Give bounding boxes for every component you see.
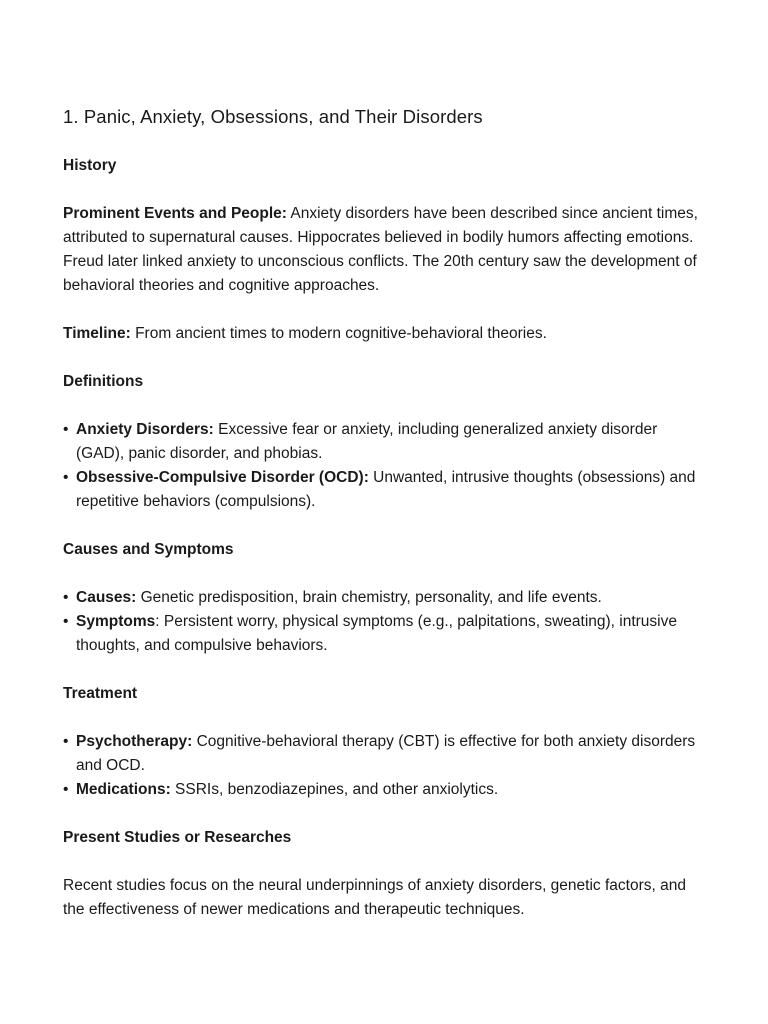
- treatment-list: [63, 730, 706, 802]
- list-item-text: : Persistent worry, physical symptoms (e.g., palpitations, sweating), intrusive thoughts, and compulsive behaviors.: [76, 613, 677, 654]
- bullet-icon: •: [63, 613, 69, 630]
- page-title: 1. Panic, Anxiety, Obsessions, and Their Disorders: [63, 106, 483, 127]
- history-heading: History: [63, 157, 117, 174]
- prominent-events-label: Prominent Events and People:: [63, 205, 287, 222]
- list-item-text: Excessive fear or anxiety, including generalized anxiety disorder (GAD), panic disorder, and phobias.: [76, 421, 658, 462]
- list-item: [63, 466, 706, 514]
- bullet-icon: •: [63, 733, 69, 750]
- list-item: [63, 418, 706, 466]
- definitions-heading: Definitions: [63, 373, 144, 390]
- present-studies-paragraph: Recent studies focus on the neural underpinnings of anxiety disorders, genetic factors, and the effectiveness of newer medications and therapeutic techniques.: [63, 877, 686, 918]
- list-item-text: Unwanted, intrusive thoughts (obsessions) and repetitive behaviors (compulsions).: [76, 469, 696, 510]
- definitions-list: [63, 418, 706, 514]
- timeline-text: From ancient times to modern cognitive-behavioral theories.: [130, 325, 547, 342]
- prominent-events-paragraph: [63, 202, 706, 298]
- list-item-label: Causes:: [76, 589, 137, 606]
- bullet-icon: •: [63, 421, 69, 438]
- list-item: [63, 730, 706, 778]
- list-item-label: Medications:: [76, 781, 171, 798]
- list-item: [63, 610, 706, 658]
- list-item-text: Genetic predisposition, brain chemistry, personality, and life events.: [136, 589, 602, 606]
- list-item-label: Obsessive-Compulsive Disorder (OCD):: [76, 469, 369, 486]
- list-item-text: SSRIs, benzodiazepines, and other anxiolytics.: [170, 781, 499, 798]
- list-item-label: Psychotherapy:: [76, 733, 193, 750]
- causes-symptoms-heading: Causes and Symptoms: [63, 541, 234, 558]
- list-item: [63, 586, 706, 610]
- timeline-paragraph: [63, 322, 706, 346]
- bullet-icon: •: [63, 589, 69, 606]
- list-item-text: Cognitive-behavioral therapy (CBT) is effective for both anxiety disorders and OCD.: [76, 733, 696, 774]
- prominent-events-text: Anxiety disorders have been described since ancient times, attributed to supernatural causes. Hippocrates believed in bodily humors affecting emotions. Freud later linked anxiety to unconscious conflicts. The 20th century saw the development of behavioral theories and cognitive approaches.: [63, 205, 698, 294]
- timeline-label: Timeline:: [63, 325, 131, 342]
- bullet-icon: •: [63, 469, 69, 486]
- list-item-label: Anxiety Disorders:: [76, 421, 214, 438]
- present-studies-heading: Present Studies or Researches: [63, 829, 292, 846]
- list-item-label: Symptoms: [76, 613, 156, 630]
- causes-symptoms-list: [63, 586, 706, 658]
- bullet-icon: •: [63, 781, 69, 798]
- list-item: [63, 778, 706, 802]
- treatment-heading: Treatment: [63, 685, 138, 702]
